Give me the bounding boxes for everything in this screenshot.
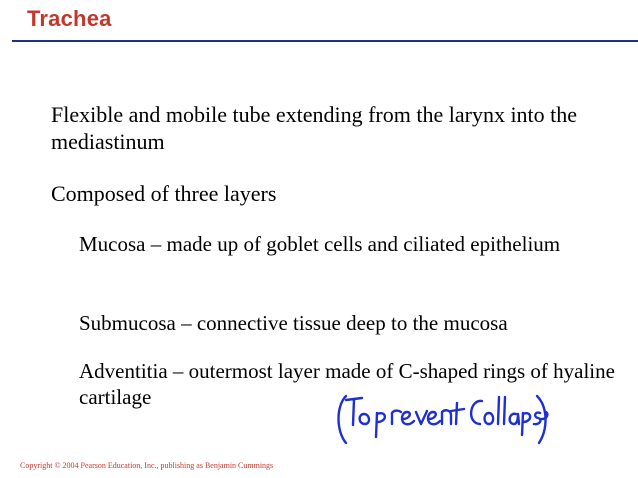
square-bullet-icon [59,364,67,372]
copyright-footer: Copyright © 2004 Pearson Education, Inc., publishing as Benjamin Cummings [20,461,274,470]
bullet-item: Composed of three layers [51,181,277,206]
square-bullet-icon [59,237,67,245]
sub-bullet-item: Adventitia – outermost layer made of C-shaped rings of hyaline cartilage [79,359,615,409]
slide-title: Trachea [27,6,112,31]
handwritten-annotation [334,391,549,446]
square-bullet-icon [59,316,67,324]
sub-bullet-item: Submucosa – connective tissue deep to the mucosa [79,311,508,335]
title-divider [12,40,638,42]
bullet-item: Flexible and mobile tube extending from the larynx into the mediastinum [51,102,578,154]
sub-bullet-item: Mucosa – made up of goblet cells and ciliated epithelium [79,232,561,256]
